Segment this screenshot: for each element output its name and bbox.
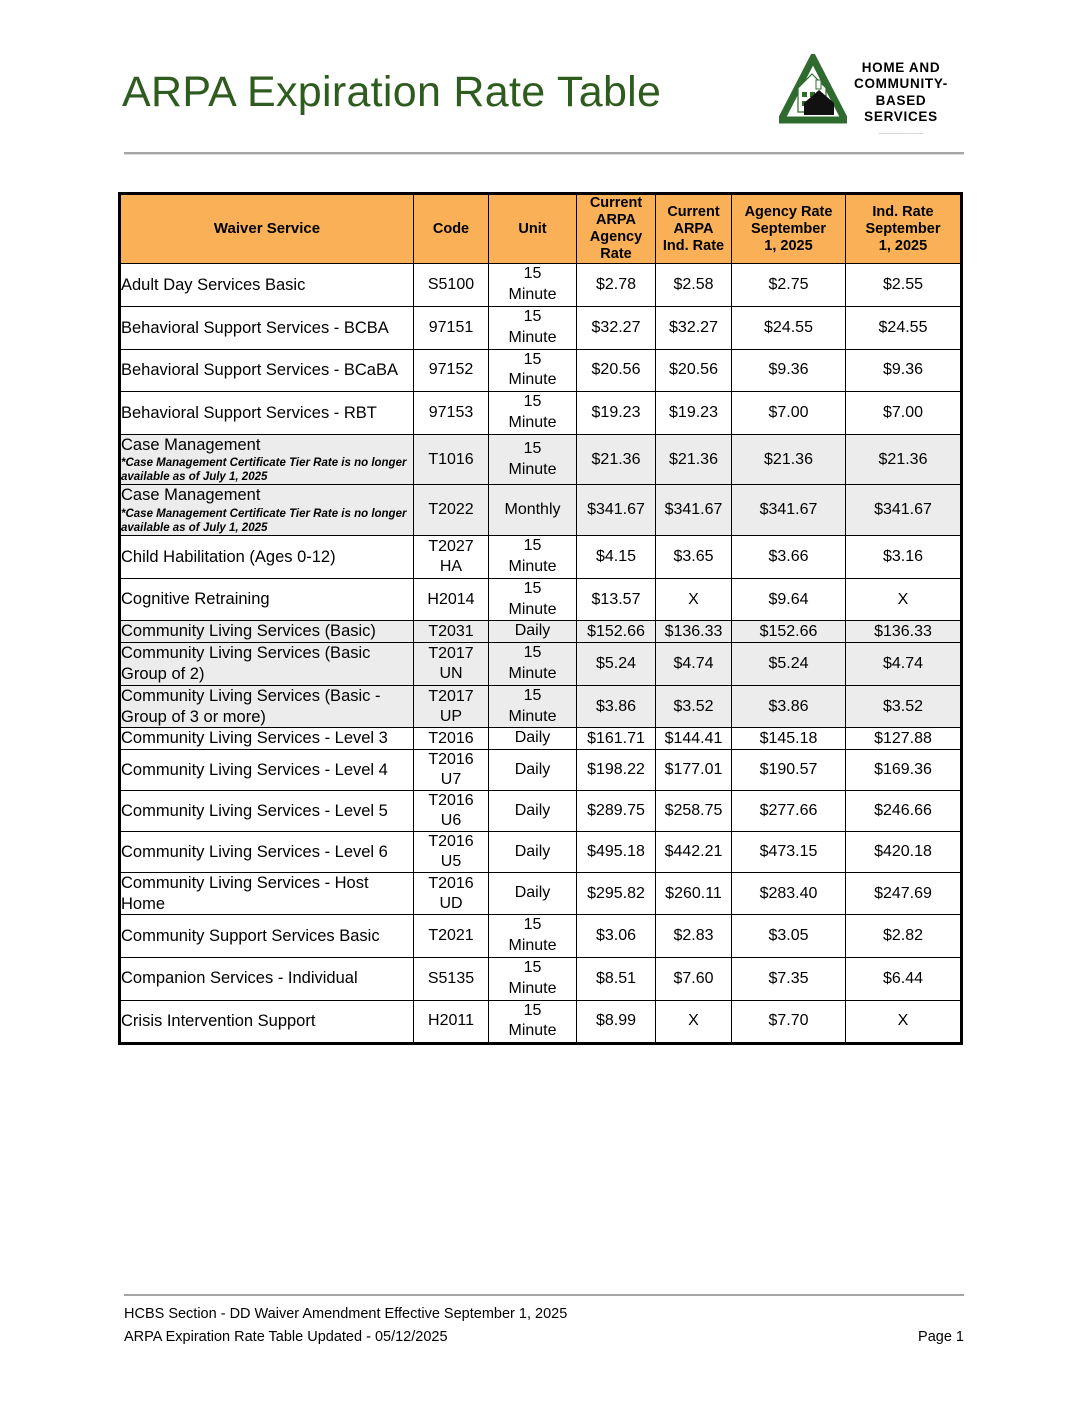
cell-agency-rate-sept-2025: $9.36 xyxy=(732,349,846,392)
cell-agency-rate-sept-2025: $9.64 xyxy=(732,578,846,621)
service-name: Community Living Services (Basic) xyxy=(121,622,376,641)
column-header-current-arpa-agency-rate: Current ARPA Agency Rate xyxy=(577,194,656,264)
cell-ind-rate-sept-2025: $4.74 xyxy=(846,643,962,686)
cell-code: H2011 xyxy=(414,1000,489,1044)
service-name: Community Living Services - Host Home xyxy=(121,874,369,913)
green-triangle-house-icon xyxy=(779,54,847,126)
cell-current-arpa-agency-rate: $161.71 xyxy=(577,728,656,750)
cell-current-arpa-ind-rate: $21.36 xyxy=(656,434,732,485)
table-body xyxy=(120,264,962,1044)
service-name: Community Living Services - Level 5 xyxy=(121,801,388,820)
cell-current-arpa-agency-rate: $3.06 xyxy=(577,915,656,958)
cell-ind-rate-sept-2025: $169.36 xyxy=(846,750,962,791)
cell-ind-rate-sept-2025: $247.69 xyxy=(846,873,962,915)
cell-ind-rate-sept-2025: $7.00 xyxy=(846,392,962,435)
cell-unit: 15 Minute xyxy=(489,392,577,435)
cell-ind-rate-sept-2025: $2.82 xyxy=(846,915,962,958)
cell-unit: 15 Minute xyxy=(489,915,577,958)
document-footer xyxy=(124,1303,964,1350)
service-name: Community Living Services - Level 4 xyxy=(121,760,388,779)
cell-waiver-service xyxy=(120,750,414,791)
cell-current-arpa-agency-rate: $341.67 xyxy=(577,485,656,536)
cell-agency-rate-sept-2025: $277.66 xyxy=(732,791,846,832)
column-header-unit: Unit xyxy=(489,194,577,264)
cell-waiver-service xyxy=(120,643,414,686)
logo-line-4: SERVICES xyxy=(864,109,938,125)
cell-ind-rate-sept-2025: $3.52 xyxy=(846,685,962,728)
service-note: *Case Management Certificate Tier Rate is no longer available as of July 1, 2025 xyxy=(121,457,407,484)
cell-current-arpa-ind-rate: $136.33 xyxy=(656,621,732,643)
cell-waiver-service xyxy=(120,728,414,750)
cell-code: T2016 UD xyxy=(414,873,489,915)
cell-agency-rate-sept-2025: $341.67 xyxy=(732,485,846,536)
column-header-current-arpa-ind-rate: Current ARPA Ind. Rate xyxy=(656,194,732,264)
cell-unit: 15 Minute xyxy=(489,1000,577,1044)
cell-current-arpa-agency-rate: $3.86 xyxy=(577,685,656,728)
service-name: Community Living Services (Basic - Group of 3 or more) xyxy=(121,686,381,726)
cell-current-arpa-agency-rate: $289.75 xyxy=(577,791,656,832)
cell-current-arpa-ind-rate: $341.67 xyxy=(656,485,732,536)
cell-unit: 15 Minute xyxy=(489,349,577,392)
service-name: Crisis Intervention Support xyxy=(121,1012,316,1031)
cell-ind-rate-sept-2025: $420.18 xyxy=(846,832,962,873)
column-header-agency-rate-sept-2025: Agency Rate September 1, 2025 xyxy=(732,194,846,264)
cell-code: T2021 xyxy=(414,915,489,958)
cell-waiver-service xyxy=(120,832,414,873)
table-row xyxy=(120,750,962,791)
table-row xyxy=(120,873,962,915)
cell-ind-rate-sept-2025: $21.36 xyxy=(846,434,962,485)
cell-current-arpa-agency-rate: $495.18 xyxy=(577,832,656,873)
table-row xyxy=(120,791,962,832)
service-name: Community Living Services - Level 3 xyxy=(121,729,388,748)
cell-ind-rate-sept-2025: X xyxy=(846,1000,962,1044)
table-row xyxy=(120,536,962,579)
table-row xyxy=(120,349,962,392)
cell-code: T2017 UN xyxy=(414,643,489,686)
cell-ind-rate-sept-2025: $9.36 xyxy=(846,349,962,392)
logo-wordmark xyxy=(854,54,948,136)
cell-code: H2014 xyxy=(414,578,489,621)
cell-unit: 15 Minute xyxy=(489,434,577,485)
cell-ind-rate-sept-2025: $6.44 xyxy=(846,957,962,1000)
column-header-ind-rate-sept-2025: Ind. Rate September 1, 2025 xyxy=(846,194,962,264)
table-row xyxy=(120,392,962,435)
table-row xyxy=(120,485,962,536)
cell-current-arpa-agency-rate: $4.15 xyxy=(577,536,656,579)
cell-agency-rate-sept-2025: $5.24 xyxy=(732,643,846,686)
cell-current-arpa-ind-rate: $2.83 xyxy=(656,915,732,958)
cell-unit: 15 Minute xyxy=(489,307,577,350)
cell-current-arpa-agency-rate: $19.23 xyxy=(577,392,656,435)
cell-waiver-service xyxy=(120,349,414,392)
cell-agency-rate-sept-2025: $283.40 xyxy=(732,873,846,915)
table-row xyxy=(120,643,962,686)
table-row xyxy=(120,832,962,873)
cell-waiver-service xyxy=(120,264,414,307)
service-name: Adult Day Services Basic xyxy=(121,275,306,294)
service-name: Case Management xyxy=(121,435,261,454)
table-header-row xyxy=(120,194,962,264)
cell-code: T2027 HA xyxy=(414,536,489,579)
cell-agency-rate-sept-2025: $152.66 xyxy=(732,621,846,643)
cell-unit: 15 Minute xyxy=(489,685,577,728)
cell-agency-rate-sept-2025: $21.36 xyxy=(732,434,846,485)
table-row xyxy=(120,578,962,621)
cell-current-arpa-ind-rate: $2.58 xyxy=(656,264,732,307)
service-name: Community Support Services Basic xyxy=(121,926,380,945)
cell-current-arpa-ind-rate: $3.65 xyxy=(656,536,732,579)
cell-code: 97153 xyxy=(414,392,489,435)
cell-current-arpa-ind-rate: $442.21 xyxy=(656,832,732,873)
cell-code: S5135 xyxy=(414,957,489,1000)
cell-unit: 15 Minute xyxy=(489,578,577,621)
service-name: Community Living Services (Basic Group of 2) xyxy=(121,644,371,683)
header-divider xyxy=(124,152,964,155)
cell-unit: 15 Minute xyxy=(489,536,577,579)
table-row xyxy=(120,621,962,643)
logo-line-2: COMMUNITY- xyxy=(854,76,948,92)
cell-waiver-service xyxy=(120,392,414,435)
cell-ind-rate-sept-2025: $2.55 xyxy=(846,264,962,307)
cell-current-arpa-ind-rate: X xyxy=(656,1000,732,1044)
cell-agency-rate-sept-2025: $24.55 xyxy=(732,307,846,350)
cell-ind-rate-sept-2025: $136.33 xyxy=(846,621,962,643)
cell-waiver-service xyxy=(120,621,414,643)
document-header xyxy=(122,40,966,145)
cell-current-arpa-agency-rate: $20.56 xyxy=(577,349,656,392)
rate-table-container xyxy=(118,192,960,1045)
cell-unit: Daily xyxy=(489,621,577,643)
service-name: Companion Services - Individual xyxy=(121,969,358,988)
cell-current-arpa-ind-rate: $258.75 xyxy=(656,791,732,832)
cell-current-arpa-agency-rate: $13.57 xyxy=(577,578,656,621)
cell-waiver-service xyxy=(120,536,414,579)
cell-agency-rate-sept-2025: $3.05 xyxy=(732,915,846,958)
column-header-waiver-service: Waiver Service xyxy=(120,194,414,264)
cell-unit: Daily xyxy=(489,791,577,832)
cell-ind-rate-sept-2025: $127.88 xyxy=(846,728,962,750)
cell-waiver-service xyxy=(120,957,414,1000)
table-row xyxy=(120,685,962,728)
logo-subtext: ———————————— xyxy=(878,130,924,135)
table-row xyxy=(120,915,962,958)
cell-current-arpa-ind-rate: $19.23 xyxy=(656,392,732,435)
cell-agency-rate-sept-2025: $7.70 xyxy=(732,1000,846,1044)
footer-divider xyxy=(124,1294,964,1296)
service-name: Community Living Services - Level 6 xyxy=(121,842,388,861)
service-note: *Case Management Certificate Tier Rate is no longer available as of July 1, 2025 xyxy=(121,508,407,535)
cell-waiver-service xyxy=(120,485,414,536)
table-row xyxy=(120,1000,962,1044)
footer-line-1: HCBS Section - DD Waiver Amendment Effective September 1, 2025 xyxy=(124,1306,568,1322)
cell-waiver-service xyxy=(120,1000,414,1044)
table-row xyxy=(120,728,962,750)
cell-unit: 15 Minute xyxy=(489,264,577,307)
service-name: Behavioral Support Services - BCBA xyxy=(121,318,389,337)
service-name: Case Management xyxy=(121,486,261,505)
cell-code: T2022 xyxy=(414,485,489,536)
cell-agency-rate-sept-2025: $3.66 xyxy=(732,536,846,579)
cell-current-arpa-agency-rate: $8.51 xyxy=(577,957,656,1000)
logo-line-3: BASED xyxy=(875,92,927,108)
cell-unit: Daily xyxy=(489,873,577,915)
cell-ind-rate-sept-2025: X xyxy=(846,578,962,621)
cell-unit: Daily xyxy=(489,728,577,750)
cell-unit: Daily xyxy=(489,832,577,873)
cell-waiver-service xyxy=(120,791,414,832)
cell-agency-rate-sept-2025: $3.86 xyxy=(732,685,846,728)
cell-current-arpa-ind-rate: $3.52 xyxy=(656,685,732,728)
cell-code: T2016 U7 xyxy=(414,750,489,791)
cell-code: T2016 xyxy=(414,728,489,750)
cell-current-arpa-ind-rate: $20.56 xyxy=(656,349,732,392)
page-title: ARPA Expiration Rate Table xyxy=(122,67,662,116)
cell-agency-rate-sept-2025: $145.18 xyxy=(732,728,846,750)
table-row xyxy=(120,434,962,485)
cell-current-arpa-ind-rate: $177.01 xyxy=(656,750,732,791)
service-name: Behavioral Support Services - BCaBA xyxy=(121,361,398,380)
cell-unit: Monthly xyxy=(489,485,577,536)
cell-waiver-service xyxy=(120,915,414,958)
cell-code: T2031 xyxy=(414,621,489,643)
cell-waiver-service xyxy=(120,873,414,915)
cell-unit: 15 Minute xyxy=(489,957,577,1000)
cell-agency-rate-sept-2025: $7.35 xyxy=(732,957,846,1000)
cell-current-arpa-ind-rate: $260.11 xyxy=(656,873,732,915)
service-name: Cognitive Retraining xyxy=(121,590,270,609)
cell-code: 97152 xyxy=(414,349,489,392)
arpa-rate-table xyxy=(118,192,963,1045)
cell-agency-rate-sept-2025: $2.75 xyxy=(732,264,846,307)
hcbs-logo xyxy=(779,54,948,136)
cell-ind-rate-sept-2025: $341.67 xyxy=(846,485,962,536)
cell-code: 97151 xyxy=(414,307,489,350)
cell-agency-rate-sept-2025: $473.15 xyxy=(732,832,846,873)
footer-page-number: Page 1 xyxy=(918,1329,964,1346)
cell-current-arpa-agency-rate: $2.78 xyxy=(577,264,656,307)
cell-current-arpa-agency-rate: $295.82 xyxy=(577,873,656,915)
cell-waiver-service xyxy=(120,578,414,621)
cell-code: T2016 U6 xyxy=(414,791,489,832)
cell-current-arpa-ind-rate: $32.27 xyxy=(656,307,732,350)
logo-line-1: HOME AND xyxy=(861,59,941,75)
cell-current-arpa-ind-rate: X xyxy=(656,578,732,621)
footer-line-2: ARPA Expiration Rate Table Updated - 05/12/2025 xyxy=(124,1329,448,1346)
cell-current-arpa-agency-rate: $5.24 xyxy=(577,643,656,686)
cell-waiver-service xyxy=(120,685,414,728)
cell-agency-rate-sept-2025: $190.57 xyxy=(732,750,846,791)
cell-current-arpa-ind-rate: $4.74 xyxy=(656,643,732,686)
cell-waiver-service xyxy=(120,307,414,350)
table-row xyxy=(120,264,962,307)
cell-unit: 15 Minute xyxy=(489,643,577,686)
cell-ind-rate-sept-2025: $24.55 xyxy=(846,307,962,350)
cell-waiver-service xyxy=(120,434,414,485)
cell-current-arpa-agency-rate: $198.22 xyxy=(577,750,656,791)
cell-code: T2016 U5 xyxy=(414,832,489,873)
cell-current-arpa-agency-rate: $152.66 xyxy=(577,621,656,643)
service-name: Behavioral Support Services - RBT xyxy=(121,403,377,422)
cell-current-arpa-agency-rate: $8.99 xyxy=(577,1000,656,1044)
cell-current-arpa-agency-rate: $32.27 xyxy=(577,307,656,350)
cell-code: S5100 xyxy=(414,264,489,307)
table-row xyxy=(120,957,962,1000)
cell-code: T2017 UP xyxy=(414,685,489,728)
cell-current-arpa-agency-rate: $21.36 xyxy=(577,434,656,485)
cell-current-arpa-ind-rate: $144.41 xyxy=(656,728,732,750)
column-header-code: Code xyxy=(414,194,489,264)
cell-ind-rate-sept-2025: $3.16 xyxy=(846,536,962,579)
table-row xyxy=(120,307,962,350)
cell-current-arpa-ind-rate: $7.60 xyxy=(656,957,732,1000)
cell-agency-rate-sept-2025: $7.00 xyxy=(732,392,846,435)
cell-code: T1016 xyxy=(414,434,489,485)
service-name: Child Habilitation (Ages 0-12) xyxy=(121,547,336,566)
cell-unit: Daily xyxy=(489,750,577,791)
cell-ind-rate-sept-2025: $246.66 xyxy=(846,791,962,832)
